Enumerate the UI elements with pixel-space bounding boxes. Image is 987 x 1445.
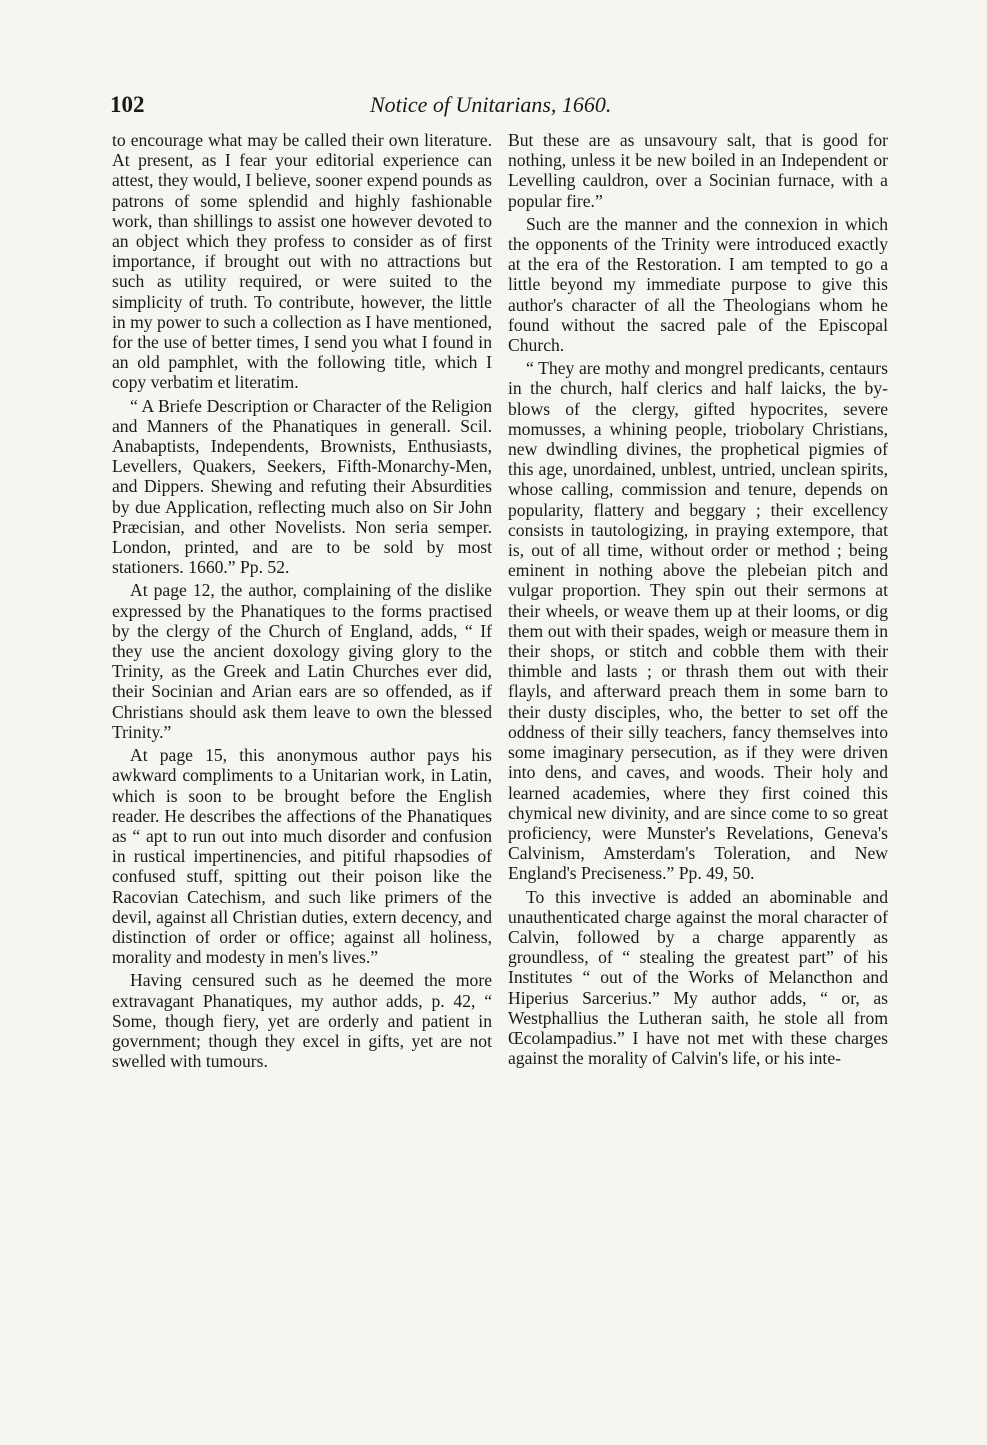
paragraph: Such are the manner and the connexion in which the opponents of the Trinity were introduced exactly at the era of the Restoration. I am tempted to go a little beyond my immediate purpose to give this author's character of all the Theologians whom he found without the sacred pale of the Episcopal Church.	[508, 213, 888, 356]
running-header	[110, 92, 870, 120]
page-number: 102	[110, 92, 145, 117]
left-column	[112, 130, 492, 1071]
paragraph: But these are as unsavoury salt, that is good for nothing, unless it be new boiled in an Independent or Levelling cauldron, over a Socinian furnace, with a popular fire.”	[508, 130, 888, 211]
paragraph: to encourage what may be called their own literature. At present, as I fear your editorial experience can attest, they would, I believe, sooner expend pounds as patrons of some splendid and highly fashionable work, than shillings to assist one however devoted to an object which they profess to consider as of first importance, if brought out with no attractions but such as utility required, or were suited to the simplicity of truth. To contribute, however, the little in my power to such a collection as I have mentioned, for the use of better times, I send you what I found in an old pamphlet, with the following title, which I copy verbatim et literatim.	[112, 130, 492, 393]
running-title: Notice of Unitarians, 1660.	[370, 92, 612, 117]
paragraph: “ They are mothy and mongrel predicants, centaurs in the church, half clerics and half laicks, the by-blows of the clergy, gifted hypocrites, severe momusses, a whining people, triobolary Christians, new dwindling divines, the prophetical pigmies of this age, unordained, unblest, untried, unclean spirits, whose calling, commission and tenure, depends on popularity, flattery and beggary ; their excellency consists in tautologizing, in praying extempore, that is, out of all time, without order or method ; being eminent in nothing above the plebeian pitch and vulgar proportion. They spin out their sermons at their wheels, or weave them up at their looms, or dig them out with their spades, weigh or measure them in their shops, or stitch and cobble them with their thimble and lasts ; or thrash them out with their flayls, and afterward preach them in some barn to their dusty disciples, who, the better to set off the oddness of their silly teachers, fancy themselves into some imaginary persecution, as if they were driven into dens, and caves, and woods. Their holy and learned academies, where they first coined this chymical new divinity, and are since come to so great proficiency, were Munster's Revelations, Geneva's Calvinism, Amsterdam's Toleration, and New England's Preciseness.” Pp. 49, 50.	[508, 358, 888, 884]
paragraph: “ A Briefe Description or Character of the Religion and Manners of the Phanatiques in generall. Scil. Anabaptists, Independents, Brownists, Enthusiasts, Levellers, Quakers, Seekers, Fifth-Monarchy-Men, and Dippers. Shewing and refuting their Absurdities by due Application, reflecting much also on Sir John Præcisian, and other Novelists. Non seria semper. London, printed, and are to be sold by most stationers. 1660.” Pp. 52.	[112, 395, 492, 578]
paragraph: Having censured such as he deemed the more extravagant Phanatiques, my author adds, p. 42, “ Some, though fiery, yet are orderly and patient in government; though they excel in gifts, yet are not swelled with tumours.	[112, 970, 492, 1072]
paragraph: At page 15, this anonymous author pays his awkward compliments to a Unitarian work, in Latin, which is soon to be brought before the English reader. He describes the affections of the Phanatiques as “ apt to run out into much disorder and confusion in rustical impertinencies, and pitiful rhapsodies of confused stuff, spitting out their poison like the Racovian Catechism, and such like primers of the devil, against all Christian duties, extern decency, and distinction of order or office; against all holiness, morality and modesty in men's lives.”	[112, 745, 492, 968]
paragraph: At page 12, the author, complaining of the dislike expressed by the Phanatiques to the forms practised by the clergy of the Church of England, adds, “ If they use the ancient doxology giving glory to the Trinity, as the Greek and Latin Churches ever did, their Socinian and Arian ears are so offended, as if Christians should ask them leave to own the blessed Trinity.”	[112, 580, 492, 742]
right-column	[508, 130, 888, 1068]
paragraph: To this invective is added an abominable and unauthenticated charge against the moral character of Calvin, followed by a charge apparently as groundless, of “ stealing the greatest part” of his Institutes “ out of the Works of Melancthon and Hiperius Sarcerius.” My author adds, “ or, as Westphallius the Lutheran saith, he stole all from Œcolampadius.” I have not met with these charges against the morality of Calvin's life, or his inte-	[508, 886, 888, 1069]
